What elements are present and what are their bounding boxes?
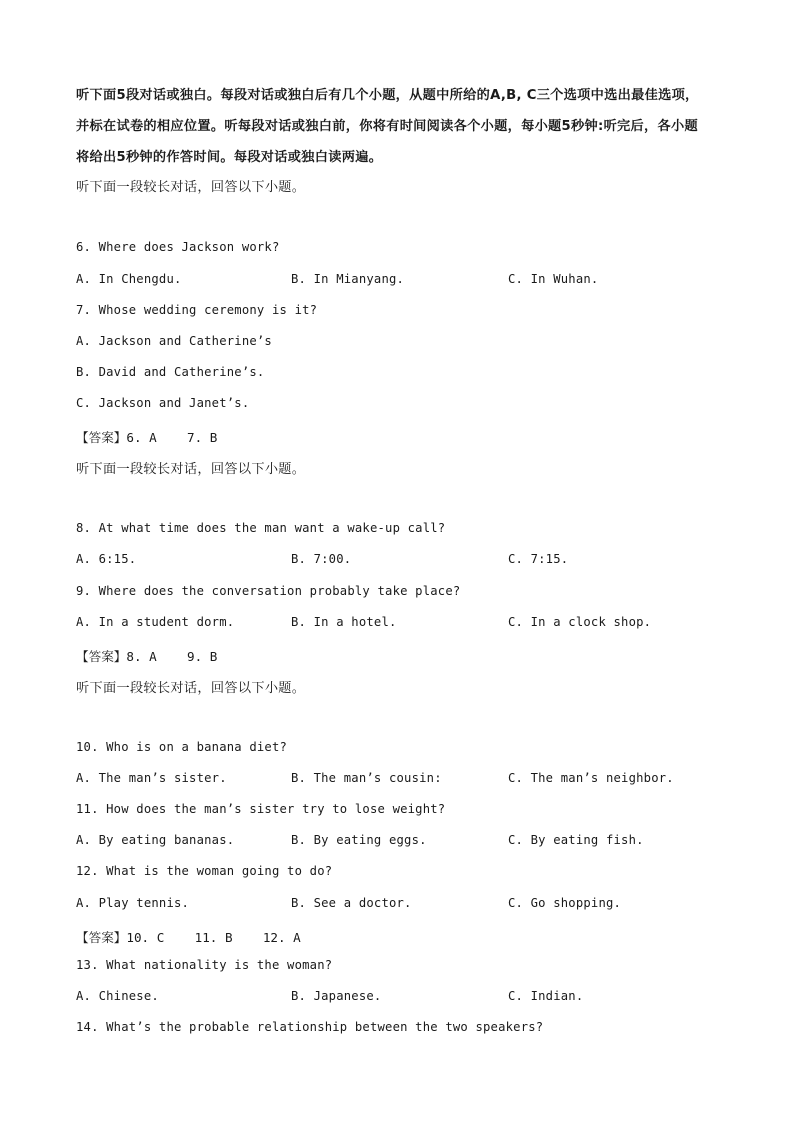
q6-option-b: B. In Mianyang. xyxy=(291,272,405,286)
q8-option-c: C. 7:15. xyxy=(508,552,569,566)
q13-option-b: B. Japanese. xyxy=(291,989,382,1003)
q13-option-a: A. Chinese. xyxy=(76,989,159,1003)
instructions-line-2: 并标在试卷的相应位置。听每段对话或独白前，你将有时间阅读各个小题，每小题5秒钟:听完后，各小题 xyxy=(76,119,698,134)
q9-option-c: C. In a clock shop. xyxy=(508,615,652,629)
question-14: 14. What’s the probable relationship between the two speakers? xyxy=(76,1020,544,1034)
question-11: 11. How does the man’s sister try to lose weight? xyxy=(76,802,446,816)
q10-option-b: B. The man’s cousin: xyxy=(291,771,442,785)
q10-option-c: C. The man’s neighbor. xyxy=(508,771,674,785)
q9-option-a: A. In a student dorm. xyxy=(76,615,235,629)
answer-10-12 xyxy=(76,927,301,946)
question-10: 10. Who is on a banana diet? xyxy=(76,740,288,754)
q8-option-a: A. 6:15. xyxy=(76,552,137,566)
answer-label: 【答案】 xyxy=(76,430,127,445)
answer-values: 8. A 9. B xyxy=(126,649,218,664)
question-8: 8. At what time does the man want a wake-up call? xyxy=(76,521,446,535)
q13-option-c: C. Indian. xyxy=(508,989,584,1003)
section-intro-2: 听下面一段较长对话，回答以下小题。 xyxy=(76,462,306,477)
instructions-line-1: 听下面5段对话或独白。每段对话或独白后有几个小题，从题中所给的A,B, C三个选项中选出最佳选项， xyxy=(76,88,699,103)
answer-8-9 xyxy=(76,646,217,665)
q11-option-b: B. By eating eggs. xyxy=(291,833,427,847)
q12-option-a: A. Play tennis. xyxy=(76,896,190,910)
answer-6-7 xyxy=(76,427,217,446)
section-intro-1: 听下面一段较长对话，回答以下小题。 xyxy=(76,180,306,195)
q6-option-a: A. In Chengdu. xyxy=(76,272,182,286)
question-12: 12. What is the woman going to do? xyxy=(76,864,333,878)
question-13: 13. What nationality is the woman? xyxy=(76,958,333,972)
q11-option-c: C. By eating fish. xyxy=(508,833,644,847)
q7-option-a: A. Jackson and Catherine’s xyxy=(76,334,272,348)
q6-option-c: C. In Wuhan. xyxy=(508,272,599,286)
q12-option-b: B. See a doctor. xyxy=(291,896,412,910)
question-7: 7. Whose wedding ceremony is it? xyxy=(76,303,318,317)
answer-label: 【答案】 xyxy=(76,930,127,945)
section-intro-3: 听下面一段较长对话，回答以下小题。 xyxy=(76,681,306,696)
q9-option-b: B. In a hotel. xyxy=(291,615,397,629)
answer-label: 【答案】 xyxy=(76,649,127,664)
q10-option-a: A. The man’s sister. xyxy=(76,771,227,785)
q11-option-a: A. By eating bananas. xyxy=(76,833,235,847)
answer-values: 6. A 7. B xyxy=(126,430,218,445)
q12-option-c: C. Go shopping. xyxy=(508,896,622,910)
q7-option-b: B. David and Catherine’s. xyxy=(76,365,265,379)
q7-option-c: C. Jackson and Janet’s. xyxy=(76,396,250,410)
q8-option-b: B. 7:00. xyxy=(291,552,352,566)
answer-values: 10. C 11. B 12. A xyxy=(126,930,301,945)
question-6: 6. Where does Jackson work? xyxy=(76,240,280,254)
instructions-line-3: 将给出5秒钟的作答时间。每段对话或独白读两遍。 xyxy=(76,150,383,165)
question-9: 9. Where does the conversation probably take place? xyxy=(76,584,461,598)
